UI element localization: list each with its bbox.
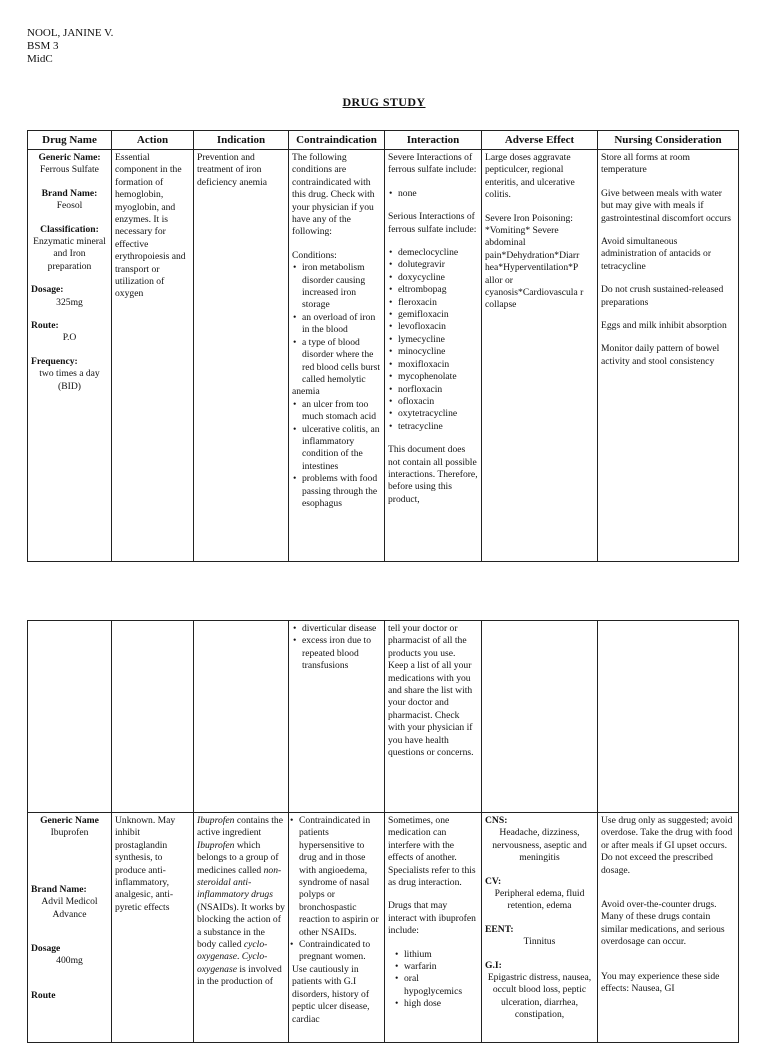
- contra-conditions-label: Conditions:: [292, 249, 337, 261]
- classification-value: Enzymatic mineral and Iron preparation: [33, 236, 106, 272]
- list-item: • ofloxacin: [398, 396, 478, 408]
- nursing-item: Store all forms at room temperature: [601, 152, 690, 176]
- col-header-nursing-consideration: Nursing Consideration: [598, 131, 739, 150]
- generic-name-label: Generic Name: [40, 815, 99, 826]
- indication-part: cyclo-oxygenase: [197, 939, 268, 963]
- student-name: NOOL, JANINE V.: [27, 27, 114, 39]
- list-item: • norfloxacin: [398, 384, 478, 396]
- list-item: • an overload of iron in the blood: [302, 312, 381, 337]
- list-item: • tetracycline: [398, 421, 478, 433]
- nursing-consideration-cell: [598, 813, 739, 1043]
- nursing-item: Avoid over-the-counter drugs. Many of these drugs contain similar medications, and serious overdosage can occur.: [601, 899, 725, 948]
- indication-cell: Prevention and treatment of iron deficiency anemia: [194, 150, 289, 562]
- col-header-indication: Indication: [194, 131, 289, 150]
- list-item: • oxytetracycline: [398, 408, 478, 420]
- indication-part: contains the active ingredient: [197, 815, 283, 839]
- severe-interactions-label: Severe Interactions of ferrous sulfate include:: [388, 152, 477, 176]
- list-item: • iron metabolism disorder causing increased iron storage: [302, 262, 381, 312]
- cv-label: CV:: [485, 875, 502, 887]
- generic-name-value: Ferrous Sulfate: [40, 164, 99, 176]
- brand-name-label: Brand Name:: [31, 883, 87, 895]
- col-header-contraindication: Contraindication: [289, 131, 385, 150]
- brand-name-value: Advil Medicol Advance: [41, 896, 98, 920]
- adverse-effect-cell: [482, 813, 598, 1043]
- contraindication-cell: [289, 813, 385, 1043]
- list-item: • demeclocycline: [398, 247, 478, 259]
- interaction-cell: [385, 150, 482, 562]
- interaction-intro: Sometimes, one medication can interfere with the effects of another. Specialists refer to this as drug interaction.: [388, 815, 476, 889]
- contraindication-cell: [289, 621, 385, 813]
- student-section: MidC: [27, 53, 53, 65]
- generic-name-label: Generic Name:: [38, 152, 101, 163]
- indication-part: Ibuprofen: [197, 839, 235, 851]
- list-item: • levofloxacin: [398, 321, 478, 333]
- frequency-value: two times a day (BID): [39, 368, 100, 392]
- indication-part: is involved in the production of: [197, 963, 282, 988]
- interaction-cell: tell your doctor or pharmacist of all the products you use. Keep a list of all your medications with you and share the list with your doctor and pharmacist. Check with your physician if you have health questions or concerns.: [385, 621, 482, 813]
- adverse-large-doses: Large doses aggravate pepticulcer, regional enteritis, and ulcerative colitis.: [485, 152, 575, 201]
- dosage-value: 325mg: [56, 296, 83, 308]
- table-row: [28, 621, 739, 813]
- classification-label: Classification:: [40, 223, 99, 235]
- student-header: [27, 27, 113, 66]
- indication-cell: [194, 813, 289, 1043]
- table-header-row: [28, 131, 739, 150]
- list-item: • lymecycline: [398, 334, 478, 346]
- table-row: [28, 150, 739, 562]
- brand-name-label: Brand Name:: [41, 187, 98, 199]
- student-course: BSM 3: [27, 40, 59, 52]
- list-item: • gemifloxacin: [398, 309, 478, 321]
- list-item: • dolutegravir: [398, 259, 478, 271]
- dosage-value: 400mg: [56, 955, 83, 967]
- cns-label: CNS:: [485, 815, 508, 826]
- frequency-label: Frequency:: [31, 355, 78, 367]
- list-item: • problems with food passing through the esophagus: [302, 473, 381, 510]
- route-value: P.O: [62, 332, 77, 344]
- eent-label: EENT:: [485, 923, 514, 935]
- route-label: Route: [31, 989, 56, 1001]
- indication-part: .: [236, 951, 242, 963]
- indication-part: non-steroidal anti-inflammatory drugs: [197, 864, 282, 901]
- list-item: • fleroxacin: [398, 297, 478, 309]
- cns-value: Headache, dizziness, nervousness, aseptic and meningitis: [492, 827, 587, 864]
- list-item: • doxycycline: [398, 272, 478, 284]
- col-header-adverse-effect: Adverse Effect: [482, 131, 598, 150]
- route-label: Route:: [31, 320, 59, 332]
- gi-value: Epigastric distress, nausea, occult blood loss, peptic ulceration, diarrhea, constipation,: [487, 972, 592, 1021]
- list-item: • none: [398, 188, 478, 200]
- nursing-item: Avoid simultaneous administration of antacids or tetracycline: [601, 236, 712, 272]
- nursing-consideration-cell: [598, 150, 739, 562]
- list-item: • Contraindicated in patients hypersensitive to drug and in those with angioedema, syndrome of nasal polyps or bronchospastic reaction to aspirin or other NSAIDs.: [299, 815, 381, 939]
- interaction-list-label: Drugs that may interact with ibuprofen include:: [388, 900, 476, 937]
- interaction-note: This document does not contain all possible interactions. Therefore, before using this product,: [388, 444, 478, 505]
- nursing-item: You may experience these side effects: Nausea, GI: [601, 970, 720, 995]
- nursing-item: Use drug only as suggested; avoid overdose. Take the drug with food or after meals if GI upset occurs. Do not exceed the prescribed dosage.: [601, 815, 733, 876]
- col-header-action: Action: [112, 131, 194, 150]
- list-item: • eltrombopag: [398, 284, 478, 296]
- drug-study-table: [27, 130, 739, 562]
- cv-value: Peripheral edema, fluid retention, edema: [494, 888, 585, 912]
- nursing-item: Give between meals with water but may give with meals if gastrointestinal discomfort occurs: [601, 187, 732, 224]
- indication-part: Cyclo-oxygenase: [197, 951, 268, 975]
- brand-name-value: Feosol: [56, 200, 83, 212]
- eent-value: Tinnitus: [523, 936, 556, 948]
- dosage-label: Dosage:: [31, 284, 64, 296]
- list-item: • lithium: [404, 949, 478, 961]
- list-item: • diverticular disease: [302, 623, 381, 635]
- list-item: • a type of blood disorder where the red blood cells burst called hemolytic: [302, 337, 381, 387]
- indication-part: which belongs to a group of medicines called: [197, 839, 279, 876]
- contra-anemia: anemia: [292, 386, 320, 398]
- col-header-drug-name: Drug Name: [28, 131, 112, 150]
- nursing-item: Do not crush sustained-released preparations: [601, 284, 724, 308]
- indication-part: (NSAIDs). It works by blocking the action of a substance in the body called: [197, 901, 285, 951]
- list-item: • ulcerative colitis, an inflammatory condition of the intestines: [302, 424, 381, 474]
- gi-label: G.I:: [485, 959, 502, 971]
- adverse-iron-poisoning: Severe Iron Poisoning: *Vomiting* Severe abdominal pain*Dehydration*Diarr hea*Hyperventilation*P allor or cyanosis*Cardiovascula r collapse: [485, 212, 584, 311]
- list-item: • warfarin: [404, 961, 478, 973]
- col-header-interaction: Interaction: [385, 131, 482, 150]
- list-item: • minocycline: [398, 346, 478, 358]
- list-item: • moxifloxacin: [398, 359, 478, 371]
- serious-interactions-label: Serious Interactions of ferrous sulfate include:: [388, 211, 477, 235]
- action-cell: Essential component in the formation of hemoglobin, myoglobin, and enzymes. It is necessary for effective erythropoiesis and transport or utilization of oxygen: [112, 150, 194, 562]
- indication-part: Ibuprofen: [197, 815, 235, 826]
- drug-name-cell: [28, 813, 112, 1043]
- dosage-label: Dosage: [31, 943, 61, 955]
- document-title: DRUG STUDY: [342, 95, 426, 109]
- action-cell: Unknown. May inhibit prostaglandin synthesis, to produce anti-inflammatory, analgesic, anti-pyretic effects: [112, 813, 194, 1043]
- contraindication-cell: [289, 150, 385, 562]
- nursing-item: Monitor daily pattern of bowel activity and stool consistency: [601, 343, 720, 367]
- table-row: [28, 813, 739, 1043]
- drug-name-cell: [28, 150, 112, 562]
- list-item: • mycophenolate: [398, 371, 478, 383]
- nursing-item: Eggs and milk inhibit absorption: [601, 320, 727, 332]
- generic-name-value: Ibuprofen: [50, 827, 89, 839]
- list-item: • high dose: [404, 998, 478, 1010]
- contra-intro: The following conditions are contraindicated with this drug. Check with your physician if you have any of the following:: [292, 152, 375, 238]
- contra-caution: Use cautiously in patients with G.I disorders, history of peptic ulcer disease, cardiac: [292, 963, 370, 1025]
- adverse-effect-cell: [482, 150, 598, 562]
- list-item: • an ulcer from too much stomach acid: [302, 399, 381, 424]
- list-item: • oral hypoglycemics: [404, 973, 478, 998]
- list-item: • excess iron due to repeated blood transfusions: [302, 635, 381, 672]
- drug-study-table-continued: [27, 620, 739, 1043]
- list-item: • Contraindicated to pregnant women.: [299, 939, 381, 964]
- interaction-cell: [385, 813, 482, 1043]
